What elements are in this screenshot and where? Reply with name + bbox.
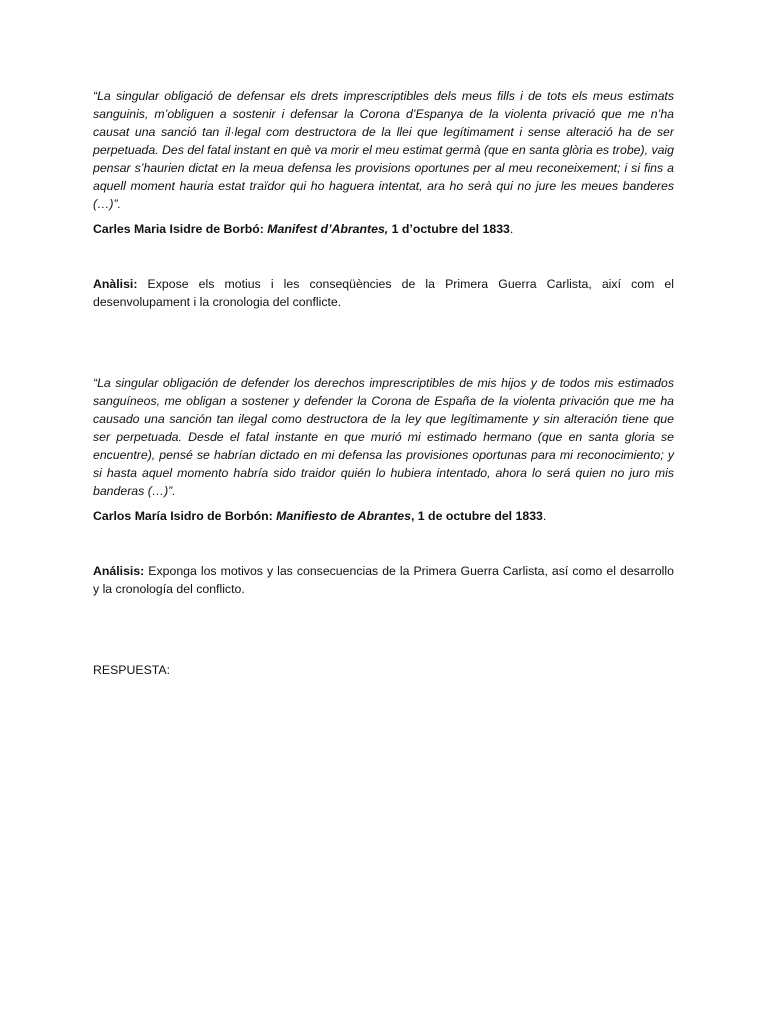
catalan-attribution-end: . (509, 222, 514, 236)
catalan-attribution-author: Carles Maria Isidre de Borbó: (93, 222, 268, 236)
spanish-attribution-end: . (542, 509, 547, 523)
catalan-quote: “La singular obligació de defensar els drets imprescriptibles dels meus fills i de tots els meus estimats sanguinis, m’obliguen a sostenir i defensar la Corona d’Espanya de la violenta privació que me n’ha causat una sanció tan il·legal com destructora de la llei que legítimament i sense alteració ha de ser perpetuada. Des del fatal instant en què va morir el meu estimat germà (que en santa glòria es trobe), vaig pensar s’haurien dictat en la meua defensa les provisions oportunes per al meu reconeixement; i si fins a aquell moment hauria estat traïdor qui ho haguera intentat, ara ho serà qui no jure les meues banderes (…)”. (93, 89, 675, 211)
spanish-analysis-text: Exponga los motivos y las consecuencias de la Primera Guerra Carlista, así como el desarrollo y la cronología del conflicto. (93, 564, 674, 596)
spanish-analysis (93, 562, 674, 598)
spanish-attribution-work: Manifiesto de Abrantes (276, 509, 411, 523)
catalan-analysis-text: Expose els motius i les conseqüències de la Primera Guerra Carlista, així com el desenvolupament i la cronologia del conflicte. (93, 277, 674, 309)
catalan-attribution-date: 1 d’octubre del 1833 (388, 222, 510, 236)
spanish-attribution (93, 507, 674, 525)
catalan-analysis (93, 275, 674, 311)
catalan-analysis-label: Anàlisi (93, 277, 134, 291)
spanish-analysis-label: Análisis (93, 564, 141, 578)
spanish-attribution-date: , 1 de octubre del 1833 (410, 509, 543, 523)
spanish-analysis-colon: : (140, 564, 145, 578)
catalan-analysis-colon: : (133, 277, 138, 291)
catalan-attribution-work: Manifest d’Abrantes, (267, 222, 389, 236)
answer-label: RESPUESTA: (93, 663, 170, 677)
catalan-attribution (93, 220, 674, 238)
spanish-attribution-author: Carlos María Isidro de Borbón: (93, 509, 277, 523)
spanish-quote: “La singular obligación de defender los derechos imprescriptibles de mis hijos y de todos mis estimados sanguíneos, me obligan a sostener y defender la Corona de España de la violenta privación que me ha causado una sanción tan ilegal como destructora de la ley que legítimamente y sin alteración tiene que ser perpetuada. Desde el fatal instante en que murió mi estimado hermano (que en santa gloria se encuentre), pensé se habrían dictado en mi defensa las provisiones oportunas para mi reconocimiento; y si hasta aquel momento habría sido traidor quién lo hubiera intentado, ahora lo será quien no juro mis banderas (…)”. (93, 376, 674, 498)
